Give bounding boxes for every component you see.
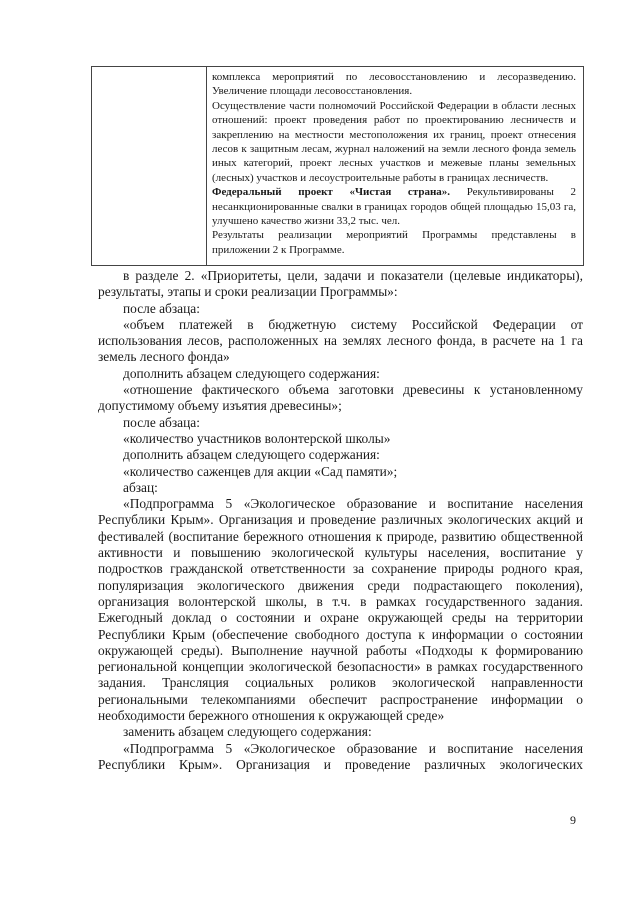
program-table-fragment (91, 66, 584, 266)
body-paragraph: «количество саженцев для акции «Сад памяти»; (123, 463, 398, 479)
body-paragraph: после абзаца: (123, 300, 200, 316)
table-paragraph: Осуществление части полномочий Российской Федерации в области лесных отношений: проект проведения работ по проектированию лесничеств и закреплению на местности местоположения их границ, проект отнесения лесов к защитным лесам, журнал наложений на земли лесного фонда земель иных категорий, проект лесных участков и межевые планы земельных (лесных) участков и лесоустроительные работы в границах лесничеств. (212, 99, 576, 184)
body-paragraph: «объем платежей в бюджетную систему Российской Федерации от использования лесов, расположенных на землях лесного фонда, в расчете на 1 га земель лесного фонда» (98, 316, 583, 365)
table-cell-text (212, 70, 576, 257)
body-paragraph: заменить абзацем следующего содержания: (123, 724, 372, 740)
body-paragraph: дополнить абзацем следующего содержания: (123, 365, 380, 381)
table-paragraph (212, 185, 576, 228)
page-number: 9 (570, 813, 576, 827)
document-body (98, 268, 583, 773)
table-paragraph: Результаты реализации мероприятий Программы представлены в приложении 2 к Программе. (212, 229, 576, 256)
body-paragraph: «Подпрограмма 5 «Экологическое образование и воспитание населения Республики Крым». Организация и проведение различных экологических акций и фестивалей (воспитание бережного отношения к природе, развитию общественной активности и повышению экологической культуры населения, воспитание у подростков гражданской ответственности за сохранение природы родного края, популяризация экологического движения среди подрастающего поколения), организация волонтерской школы, в т.ч. в рамках государственного задания. Ежегодный доклад о состоянии и охране окружающей среды на территории Республики Крым (обеспечение свободного доступа к информации о состоянии окружающей среды). Выполнение научной работы «Подходы к формированию региональной концепции экологической безопасности» в рамках государственного задания. Трансляция социальных роликов экологической направленности региональными телекомпаниями обеспечит распространение информации о необходимости бережного отношения к окружающей среде» (98, 496, 583, 724)
body-paragraph: дополнить абзацем следующего содержания: (123, 447, 380, 463)
federal-project-label: Федеральный проект «Чистая страна». (212, 186, 451, 199)
federal-project-text: Рекультивированы 2 несанкционированные свалки в границах городов общей площадью 15,03 га, улучшено качество жизни 33,2 тыс. чел. (212, 186, 576, 228)
body-paragraph: абзац: (123, 479, 158, 495)
body-paragraph: «Подпрограмма 5 «Экологическое образование и воспитание населения Республики Крым». Организация и проведение различных экологических (98, 740, 583, 772)
body-paragraph: «отношение фактического объема заготовки древесины к установленному допустимому объему изъятия древесины»; (98, 382, 583, 414)
table-paragraph: комплекса мероприятий по лесовосстановлению и лесоразведению. Увеличение площади лесовосстановления. (212, 71, 576, 98)
table-column-divider (206, 67, 207, 265)
body-paragraph: в разделе 2. «Приоритеты, цели, задачи и показатели (целевые индикаторы), результаты, этапы и сроки реализации Программы»: (98, 268, 583, 300)
body-paragraph: «количество участников волонтерской школы» (123, 430, 391, 446)
body-paragraph: после абзаца: (123, 414, 200, 430)
